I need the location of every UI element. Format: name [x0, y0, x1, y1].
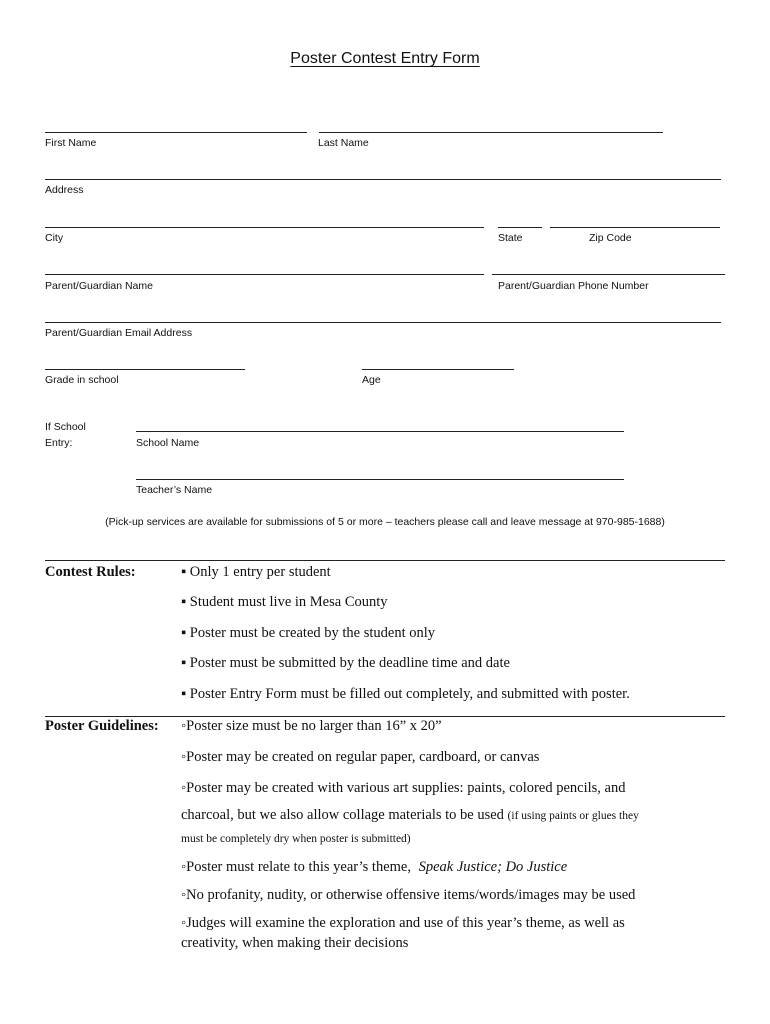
state-label: State — [498, 232, 523, 244]
guideline-supplies-note-2: must be completely dry when poster is submitted) — [181, 833, 411, 845]
guideline-profanity: ◦No profanity, nudity, or otherwise offensive items/words/images may be used — [181, 887, 636, 903]
last-name-line[interactable] — [319, 132, 663, 133]
rule-item-3: ▪ Poster must be created by the student only — [181, 625, 436, 641]
first-name-line[interactable] — [45, 132, 307, 133]
grade-line[interactable] — [45, 369, 245, 370]
state-line[interactable] — [498, 227, 542, 228]
guardian-email-label: Parent/Guardian Email Address — [45, 327, 193, 339]
zip-line[interactable] — [550, 227, 720, 228]
last-name-label: Last Name — [318, 137, 369, 149]
age-label: Age — [362, 374, 381, 386]
teacher-name-line[interactable] — [136, 479, 624, 480]
school-name-line[interactable] — [136, 431, 624, 432]
school-entry-label-2: Entry: — [45, 437, 73, 449]
guideline-theme — [181, 857, 567, 877]
guardian-name-label: Parent/Guardian Name — [45, 280, 153, 292]
city-line[interactable] — [45, 227, 484, 228]
zip-label: Zip Code — [589, 232, 632, 244]
rule-item-4: ▪ Poster must be submitted by the deadline time and date — [181, 655, 510, 671]
guardian-email-line[interactable] — [45, 322, 721, 323]
pickup-note: (Pick-up services are available for submissions of 5 or more – teachers please call and leave message at 970-985-1688) — [105, 516, 665, 528]
guideline-theme-text: ◦Poster must relate to this year’s theme, — [181, 859, 415, 875]
address-line[interactable] — [45, 179, 721, 180]
school-name-label: School Name — [136, 437, 200, 449]
address-label: Address — [45, 184, 84, 196]
guideline-supplies-note-1: (if using paints or glues they — [507, 810, 639, 822]
rule-item-2: ▪ Student must live in Mesa County — [181, 594, 388, 610]
rules-divider — [45, 560, 725, 561]
age-line[interactable] — [362, 369, 514, 370]
guardian-phone-label: Parent/Guardian Phone Number — [498, 280, 649, 292]
guardian-name-line[interactable] — [45, 274, 484, 275]
guideline-supplies-line2 — [181, 805, 639, 826]
rules-heading: Contest Rules: — [45, 564, 136, 580]
rule-item-5: ▪ Poster Entry Form must be filled out completely, and submitted with poster. — [181, 686, 630, 702]
page-title: Poster Contest Entry Form — [290, 50, 480, 67]
guidelines-heading: Poster Guidelines: — [45, 718, 159, 734]
theme-name: Speak Justice; Do Justice — [418, 859, 568, 875]
guardian-phone-line[interactable] — [492, 274, 725, 275]
guideline-supplies-line1: ◦Poster may be created with various art supplies: paints, colored pencils, and — [181, 780, 626, 796]
grade-label: Grade in school — [45, 374, 119, 386]
guideline-judges-line1: ◦Judges will examine the exploration and use of this year’s theme, as well as — [181, 915, 625, 931]
first-name-label: First Name — [45, 137, 97, 149]
rule-item-1: ▪ Only 1 entry per student — [181, 564, 331, 580]
school-entry-label-1: If School — [45, 421, 86, 433]
guideline-size: ◦Poster size must be no larger than 16” x 20” — [181, 718, 442, 734]
guideline-judges-line2: creativity, when making their decisions — [181, 935, 409, 951]
guideline-supplies-text: charcoal, but we also allow collage materials to be used — [181, 807, 508, 823]
city-label: City — [45, 232, 64, 244]
guideline-materials: ◦Poster may be created on regular paper, cardboard, or canvas — [181, 749, 540, 765]
teacher-name-label: Teacher’s Name — [136, 484, 213, 496]
